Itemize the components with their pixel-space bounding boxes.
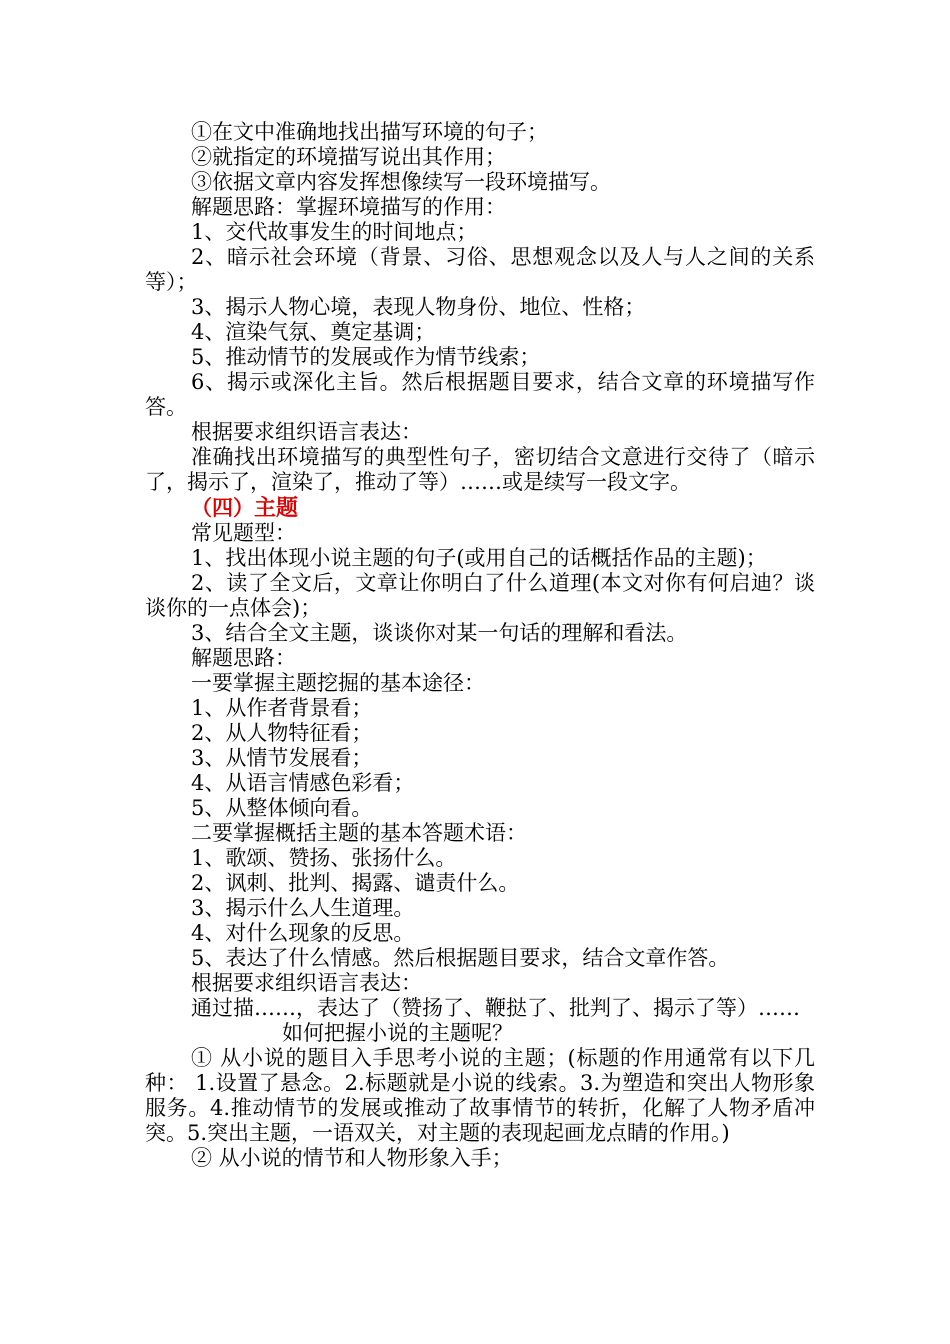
text-line: 1、找出体现小说主题的句子(或用自己的话概括作品的主题)； — [191, 546, 767, 570]
text-line: 4、从语言情感色彩看； — [191, 771, 415, 795]
text-line: 根据要求组织语言表达： — [191, 971, 422, 995]
text-line: ① 从小说的题目入手思考小说的主题；(标题的作用通常有以下几种： 1.设置了悬念。2.标题就是小说的线索。3.为塑造和突出人物形象服务。4.推动情节的发展或推动了故事情节的转折，化解了人物矛盾冲突。5.突出主题，一语双关，对主题的表现起画龙点睛的作用。) — [145, 1046, 815, 1145]
text-line: 3、揭示人物心境，表现人物身份、地位、性格； — [191, 295, 646, 319]
text-line: 3、从情节发展看； — [191, 746, 373, 770]
text-line: 常见题型： — [191, 521, 296, 545]
text-line: 准确找出环境描写的典型性句子，密切结合文意进行交待了（暗示了，揭示了，渲染了，推动了等）……或是续写一段文字。 — [145, 445, 815, 494]
text-line: 5、表达了什么情感。然后根据题目要求，结合文章作答。 — [191, 946, 730, 970]
text-line: 1、从作者背景看； — [191, 696, 373, 720]
subheading: 如何把握小说的主题呢？ — [282, 1021, 513, 1045]
text-line: 2、从人物特征看； — [191, 721, 373, 745]
text-line: 1、歌颂、赞扬、张扬什么。 — [191, 846, 457, 870]
text-line: 解题思路：掌握环境描写的作用： — [191, 195, 506, 219]
text-line: ② 从小说的情节和人物形象入手； — [191, 1146, 513, 1170]
text-line: 通过描……，表达了（赞扬了、鞭挞了、批判了、揭示了等）…… — [191, 996, 800, 1020]
text-line: 4、对什么现象的反思。 — [191, 921, 415, 945]
text-line: 5、推动情节的发展或作为情节线索； — [191, 345, 541, 369]
text-line: ①在文中准确地找出描写环境的句子； — [191, 120, 548, 144]
text-line: 2、暗示社会环境（背景、习俗、思想观念以及人与人之间的关系等）； — [145, 245, 815, 294]
text-line: 3、揭示什么人生道理。 — [191, 896, 415, 920]
document-body — [145, 120, 815, 1171]
text-line: 3、结合全文主题，谈谈你对某一句话的理解和看法。 — [191, 621, 688, 645]
section-heading — [145, 495, 815, 521]
text-line: 2、讽刺、批判、揭露、谴责什么。 — [191, 871, 520, 895]
text-line: 2、读了全文后，文章让你明白了什么道理(本文对你有何启迪？谈谈你的一点体会)； — [145, 571, 815, 620]
text-line: 4、渲染气氛、奠定基调； — [191, 320, 436, 344]
text-line: ②就指定的环境描写说出其作用； — [191, 145, 506, 169]
section-heading-number: （四） — [191, 495, 254, 520]
text-line: 解题思路： — [191, 646, 296, 670]
text-line: 一要掌握主题挖掘的基本途径： — [191, 671, 485, 695]
text-line: 6、揭示或深化主旨。然后根据题目要求，结合文章的环境描写作答。 — [145, 370, 815, 419]
text-line: 根据要求组织语言表达： — [191, 420, 422, 444]
text-line: 二要掌握概括主题的基本答题术语： — [191, 821, 527, 845]
section-heading-title: 主题 — [254, 495, 299, 521]
text-line: 5、从整体倾向看。 — [191, 796, 373, 820]
text-line: ③依据文章内容发挥想像续写一段环境描写。 — [191, 170, 611, 194]
text-line: 1、交代故事发生的时间地点； — [191, 220, 478, 244]
